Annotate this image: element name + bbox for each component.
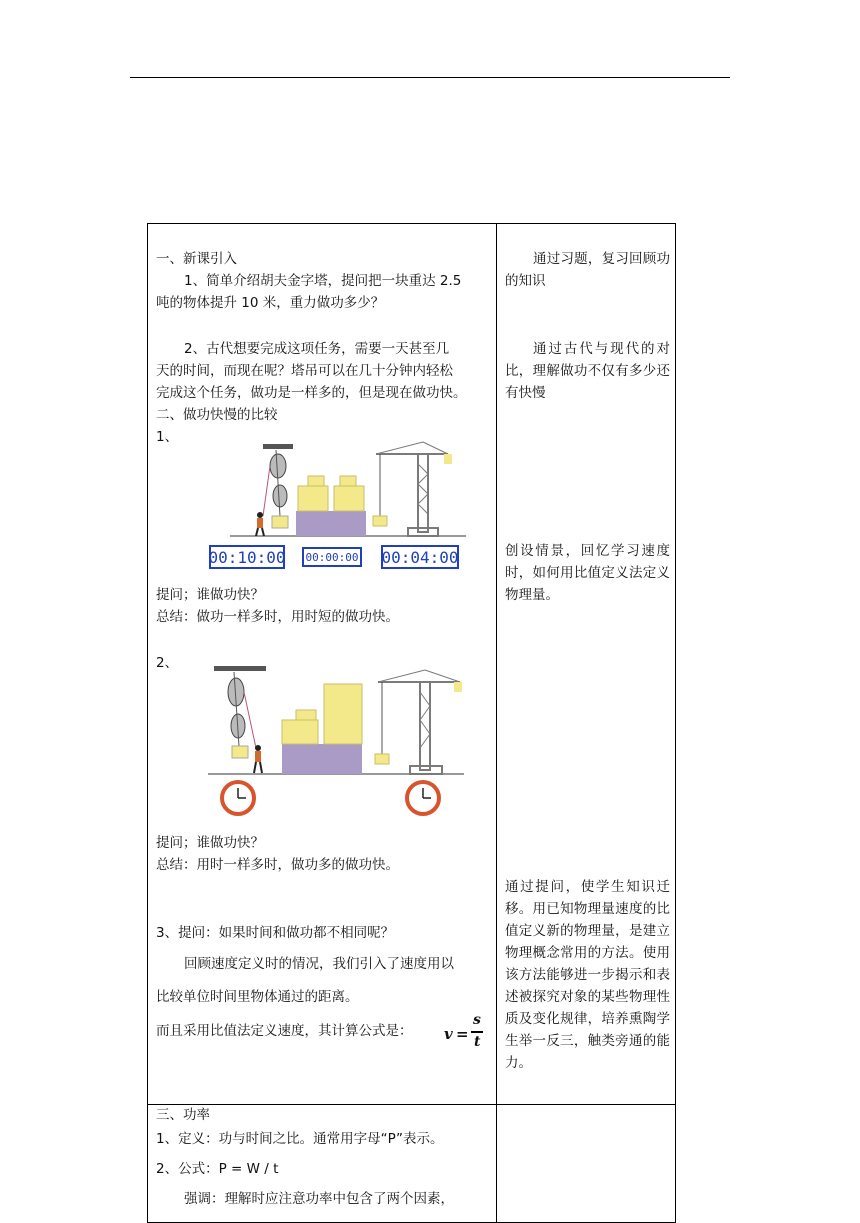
note-contrast: 通过古代与现代的对比，理解做功不仅有多少还有快慢 [505,341,670,401]
recall-line2: 比较单位时间里物体通过的距离。 [156,989,359,1005]
s1-p2-line2: 天的时间，而现在呢？塔吊可以在几十分钟内轻松 [156,363,453,379]
formula-v: v [444,1025,453,1043]
figure-1-label: 1、 [156,429,179,445]
section-1-title: 一、新课引入 [156,251,237,267]
s1-p2-line1: 2、古代想要完成这项任务，需要一天甚至几 [184,341,450,357]
fraction-bar [471,1031,483,1033]
s1-p1-line1: 1、简单介绍胡夫金字塔，提问把一块重达 2.5 [184,273,462,289]
formula-equals: = [456,1025,469,1043]
s1-p2-line3: 完成这个任务，做功是一样多的，但是现在做功快。 [156,385,467,401]
recall-line1: 回顾速度定义时的情况，我们引入了速度用以 [184,956,454,972]
timer-left: 00:10:00 [208,548,286,567]
speed-formula [444,1012,488,1058]
figure-2-illustration [206,656,468,818]
note-review: 通过习题，复习回顾功的知识 [505,251,670,289]
formula-s: s [473,1012,481,1028]
question-1: 提问；谁做功快？ [156,587,264,603]
emphasis: 强调：理解时应注意功率中包含了两个因素， [184,1191,454,1207]
section-3-title: 三、功率 [156,1107,210,1123]
definition: 1、定义：功与时间之比。通常用字母“P”表示。 [156,1131,444,1147]
power-formula: 2、公式：P = W / t [156,1161,279,1177]
summary-2: 总结：用时一样多时，做功多的做功快。 [156,857,399,873]
figure-2-label: 2、 [156,655,179,671]
s1-p1-line2: 吨的物体提升 10 米，重力做功多少？ [156,295,385,311]
question-2: 提问；谁做功快？ [156,835,264,851]
figure-1-illustration [208,436,470,574]
timer-right: 00:04:00 [381,548,459,567]
row-divider [148,1104,675,1105]
ratio-line: 而且采用比值法定义速度，其计算公式是： [156,1023,413,1039]
note-scenario: 创设情景，回忆学习速度时，如何用比值定义法定义物理量。 [505,543,670,603]
summary-1: 总结：做功一样多时，用时短的做功快。 [156,609,399,625]
column-divider [496,224,497,1222]
timer-middle: 00:00:00 [305,551,359,564]
lesson-plan-table [147,223,676,1223]
section-2-title: 二、做功快慢的比较 [156,407,278,423]
question-3: 3、提问：如果时间和做功都不相同呢？ [156,925,395,941]
header-rule [130,77,730,78]
formula-t: t [474,1034,481,1050]
note-transfer: 通过提问，使学生知识迁移。用已知物理量速度的比值定义新的物理量，是建立物理概念常用的方法。使用该方法能够进一步揭示和表述被探究对象的某些物理性质及变化规律，培养熏陶学生举一反三，触类旁通的能力。 [505,879,670,1071]
